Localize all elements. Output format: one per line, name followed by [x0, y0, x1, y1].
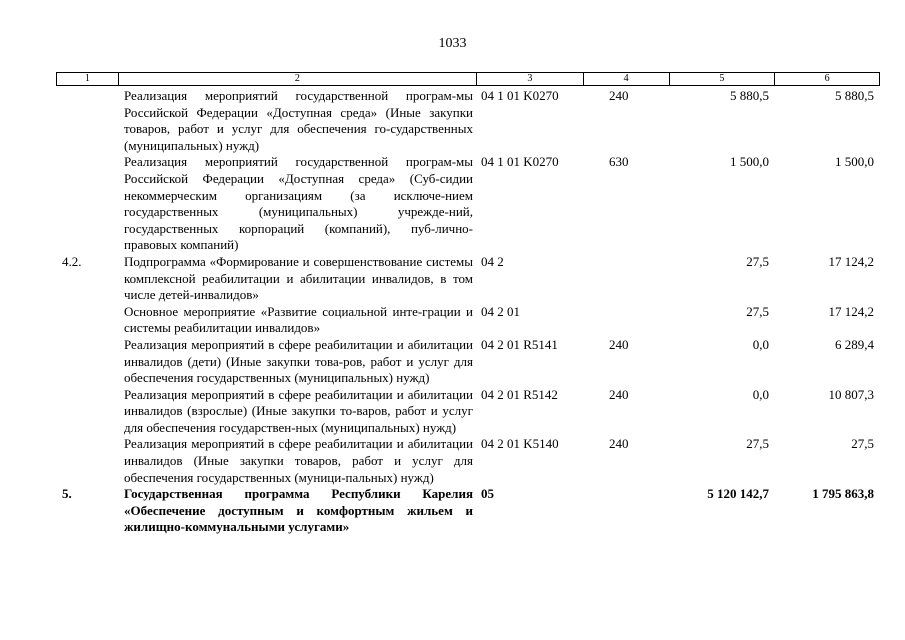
row-number: 5.: [62, 486, 72, 502]
row-value-1: 0,0: [752, 386, 769, 402]
row-name: Реализация мероприятий государственной програм-мы Российской Федерации «Доступная среда» (Иные закупки товаров, работ и услуг для обеспечения го-сударственных (муниципальных) нужд): [124, 88, 473, 153]
table-row: [56, 387, 880, 437]
row-code: 04 2 01 K5140: [481, 436, 559, 452]
row-code: 04 2 01 R5142: [481, 386, 558, 402]
row-value-1: 5 880,5: [730, 88, 769, 103]
row-value-1: 27,5: [746, 436, 769, 452]
row-code: 04 1 01 K0270: [481, 88, 559, 103]
column-header-2: 2: [119, 73, 477, 85]
row-value-2: 1 500,0: [835, 154, 874, 170]
table-header: [56, 72, 880, 86]
column-header-1: 1: [57, 73, 119, 85]
row-expense-type: 240: [609, 336, 629, 352]
row-name: Реализация мероприятий в сфере реабилитации и абилитации инвалидов (взрослые) (Иные закупки то-варов, работ и услуг для обеспечения государствен-ных (муниципальных) нужд): [124, 386, 473, 435]
row-name: Основное мероприятие «Развитие социальной инте-грации и системы реабилитации инвалидов»: [124, 303, 473, 336]
row-value-2: 10 807,3: [828, 386, 874, 402]
row-value-2: 6 289,4: [835, 336, 874, 352]
row-value-1: 5 120 142,7: [707, 486, 769, 502]
column-header-4: 4: [584, 73, 670, 85]
row-expense-type: 240: [609, 88, 629, 103]
row-number: 4.2.: [62, 253, 82, 269]
row-value-2: 17 124,2: [828, 303, 874, 319]
column-header-3: 3: [477, 73, 584, 85]
column-header-6: 6: [824, 73, 830, 84]
page-number: 1033: [438, 36, 467, 51]
row-value-2: 1 795 863,8: [812, 486, 874, 502]
row-name: Реализация мероприятий в сфере реабилитации и абилитации инвалидов (Иные закупки товаров, работ и услуг для обеспечения государственных (муници-пальных) нужд): [124, 436, 473, 485]
table-body: [56, 88, 880, 536]
table-row: [56, 436, 880, 486]
table-row: [56, 154, 880, 254]
row-code: 04 2 01: [481, 303, 520, 319]
row-value-2: 17 124,2: [828, 253, 874, 269]
table-row: [56, 254, 880, 304]
row-value-1: 1 500,0: [730, 154, 769, 170]
table-row: [56, 337, 880, 387]
row-expense-type: 240: [609, 386, 629, 402]
row-name: Государственная программа Республики Карелия «Обеспечение доступным и комфортным жильем и жилищно-коммунальными услугами»: [124, 486, 473, 535]
row-value-1: 0,0: [752, 336, 769, 352]
row-name: Реализация мероприятий государственной програм-мы Российской Федерации «Доступная среда» (Суб-сидии некоммерческим организациям (за исключе-нием государственных (муниципальных) учрежде-ний, государственных корпораций (компаний), пуб-лично-правовых компаний): [124, 154, 473, 253]
column-header-5: 5: [670, 73, 776, 85]
table-row-program-total: [56, 486, 880, 536]
row-name: Подпрограмма «Формирование и совершенствование системы комплексной реабилитации и абилитации инвалидов, в том числе детей-инвалидов»: [124, 253, 473, 303]
row-code: 04 2 01 R5141: [481, 336, 558, 352]
row-code: 04 1 01 K0270: [481, 154, 559, 170]
row-value-1: 27,5: [746, 303, 769, 319]
row-expense-type: 630: [609, 154, 629, 170]
row-code: 05: [481, 486, 494, 502]
row-name: Реализация мероприятий в сфере реабилитации и абилитации инвалидов (дети) (Иные закупки това-ров, работ и услуг для обеспечения государственных (муниципальных) нужд): [124, 336, 473, 386]
table-row: [56, 88, 880, 154]
row-value-1: 27,5: [746, 253, 769, 269]
row-value-2: 27,5: [851, 436, 874, 452]
row-expense-type: 240: [609, 436, 629, 452]
table-row: [56, 304, 880, 337]
row-code: 04 2: [481, 253, 504, 269]
row-value-2: 5 880,5: [835, 88, 874, 103]
